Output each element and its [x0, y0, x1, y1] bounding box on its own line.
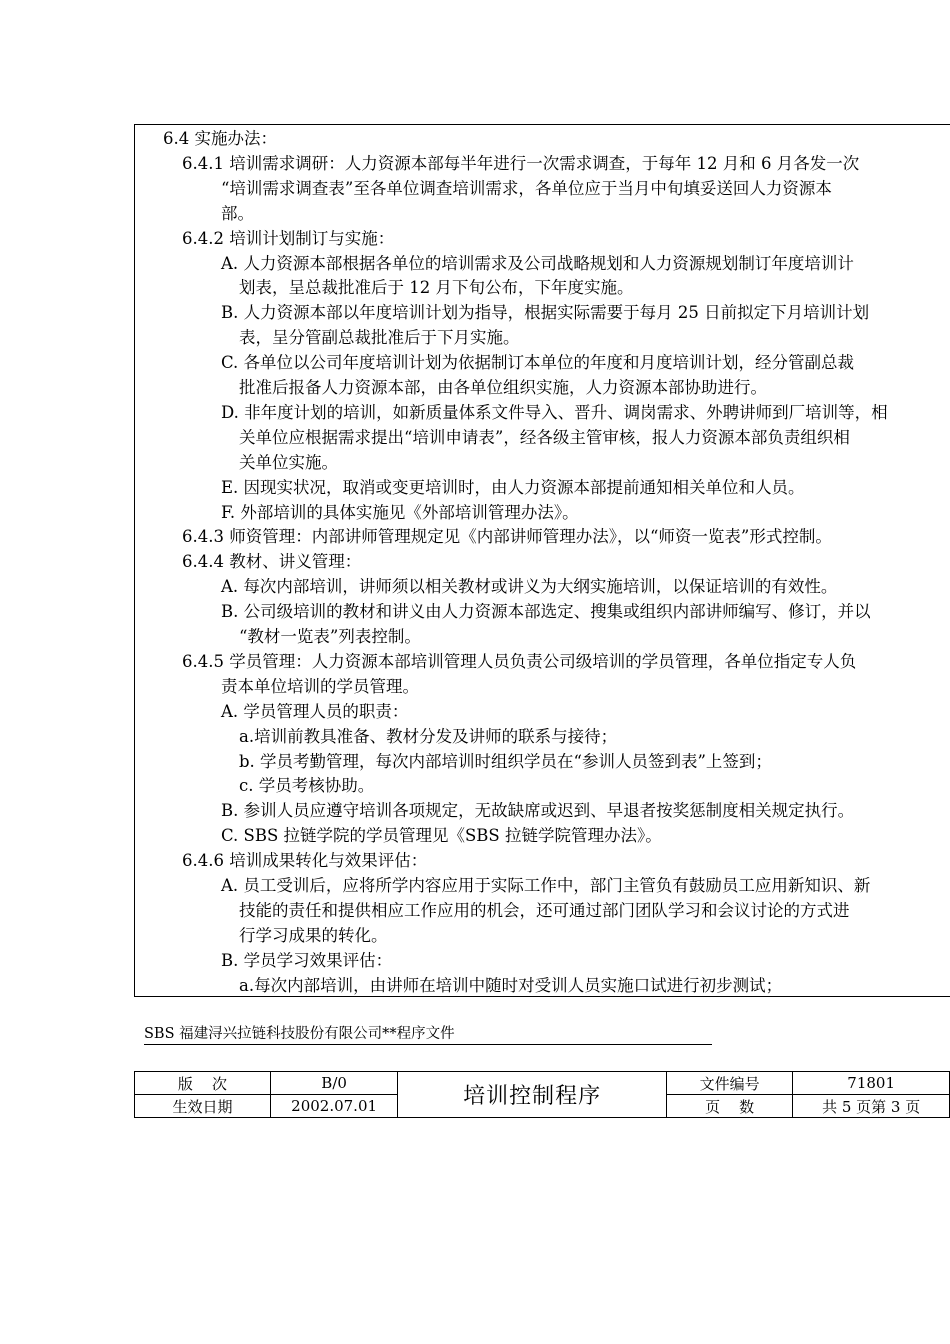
- content-line: a.每次内部培训，由讲师在培训中随时对受训人员实施口试进行初步测试；: [239, 975, 783, 995]
- content-line: 部。: [221, 203, 254, 223]
- content-line: 6.4.5 学员管理：人力资源本部培训管理人员负责公司级培训的学员管理，各单位指定专人负: [182, 651, 857, 671]
- page-count-label: 页 数: [666, 1095, 792, 1118]
- content-line: B. 参训人员应遵守培训各项规定，无故缺席或迟到、早退者按奖惩制度相关规定执行。: [221, 801, 855, 821]
- page-count-value: 共 5 页第 3 页: [793, 1095, 950, 1118]
- content-line: 6.4.6 培训成果转化与效果评估：: [182, 851, 428, 871]
- content-line: A. 学员管理人员的职责：: [221, 701, 409, 721]
- content-line: E. 因现实状况，取消或变更培训时，由人力资源本部提前通知相关单位和人员。: [221, 477, 805, 497]
- content-line: 表，呈分管副总裁批准后于下月实施。: [239, 328, 520, 348]
- document-title: 培训控制程序: [398, 1072, 667, 1118]
- content-line: 6.4 实施办法：: [163, 129, 277, 148]
- content-line: C. 各单位以公司年度培训计划为依据制订本单位的年度和月度培训计划，经分管副总裁: [221, 353, 855, 373]
- footer-company-name: SBS 福建浔兴拉链科技股份有限公司**程序文件: [144, 1024, 712, 1045]
- content-box: [134, 124, 950, 997]
- content-line: b. 学员考勤管理，每次内部培训时组织学员在“参训人员签到表”上签到；: [239, 751, 772, 771]
- content-line: 6.4.4 教材、讲义管理：: [182, 552, 362, 572]
- content-line: “教材一览表”列表控制。: [239, 627, 421, 646]
- content-line: c. 学员考核协助。: [239, 776, 375, 796]
- content-line: A. 每次内部培训，讲师须以相关教材或讲义为大纲实施培训，以保证培训的有效性。: [221, 577, 838, 597]
- content-line: B. 学员学习效果评估：: [221, 950, 393, 970]
- content-line: B. 人力资源本部以年度培训计划为指导，根据实际需要于每月 25 日前拟定下月培训计划: [221, 303, 870, 323]
- content-line: 责本单位培训的学员管理。: [221, 676, 419, 696]
- document-info-row: [135, 1072, 950, 1095]
- content-line: 关单位实施。: [239, 452, 338, 472]
- content-line: 批准后报备人力资源本部，由各单位组织实施，人力资源本部协助进行。: [239, 378, 767, 397]
- content-line: “培训需求调查表”至各单位调查培训需求，各单位应于当月中旬填妥送回人力资源本: [221, 178, 832, 198]
- content-line: C. SBS 拉链学院的学员管理见《SBS 拉链学院管理办法》。: [221, 826, 662, 846]
- content-line: F. 外部培训的具体实施见《外部培训管理办法》。: [221, 502, 579, 522]
- content-line: A. 人力资源本部根据各单位的培训需求及公司战略规划和人力资源规划制订年度培训计: [221, 253, 854, 273]
- version-label: 版 次: [135, 1072, 271, 1095]
- doc-number-label: 文件编号: [666, 1072, 792, 1095]
- content-line: 划表，呈总裁批准后于 12 月下旬公布，下年度实施。: [239, 278, 634, 298]
- content-line: A. 员工受训后，应将所学内容应用于实际工作中，部门主管负有鼓励员工应用新知识、新: [221, 876, 871, 895]
- content-line: 6.4.2 培训计划制订与实施：: [182, 228, 395, 248]
- content-line: D. 非年度计划的培训，如新质量体系文件导入、晋升、调岗需求、外聘讲师到厂培训等，相: [221, 402, 888, 422]
- effective-date-label: 生效日期: [135, 1095, 271, 1118]
- content-line: 关单位应根据需求提出“培训申请表”，经各级主管审核，报人力资源本部负责组织相: [239, 427, 850, 447]
- content-line: 技能的责任和提供相应工作应用的机会，还可通过部门团队学习和会议讨论的方式进: [239, 900, 850, 920]
- doc-number-value: 71801: [793, 1072, 950, 1095]
- content-line: 6.4.3 师资管理：内部讲师管理规定见《内部讲师管理办法》，以“师资一览表”形式控制。: [182, 527, 832, 547]
- version-value: B/0: [270, 1072, 397, 1095]
- document-info-table: [134, 1071, 950, 1118]
- content-line: a.培训前教具准备、教材分发及讲师的联系与接待；: [239, 726, 618, 746]
- content-line: 行学习成果的转化。: [239, 925, 388, 945]
- effective-date-value: 2002.07.01: [270, 1095, 397, 1118]
- content-line: 6.4.1 培训需求调研：人力资源本部每半年进行一次需求调查，于每年 12 月和 6 月各发一次: [182, 153, 860, 173]
- content-line: B. 公司级培训的教材和讲义由人力资源本部选定、搜集或组织内部讲师编写、修订，并以: [221, 602, 871, 622]
